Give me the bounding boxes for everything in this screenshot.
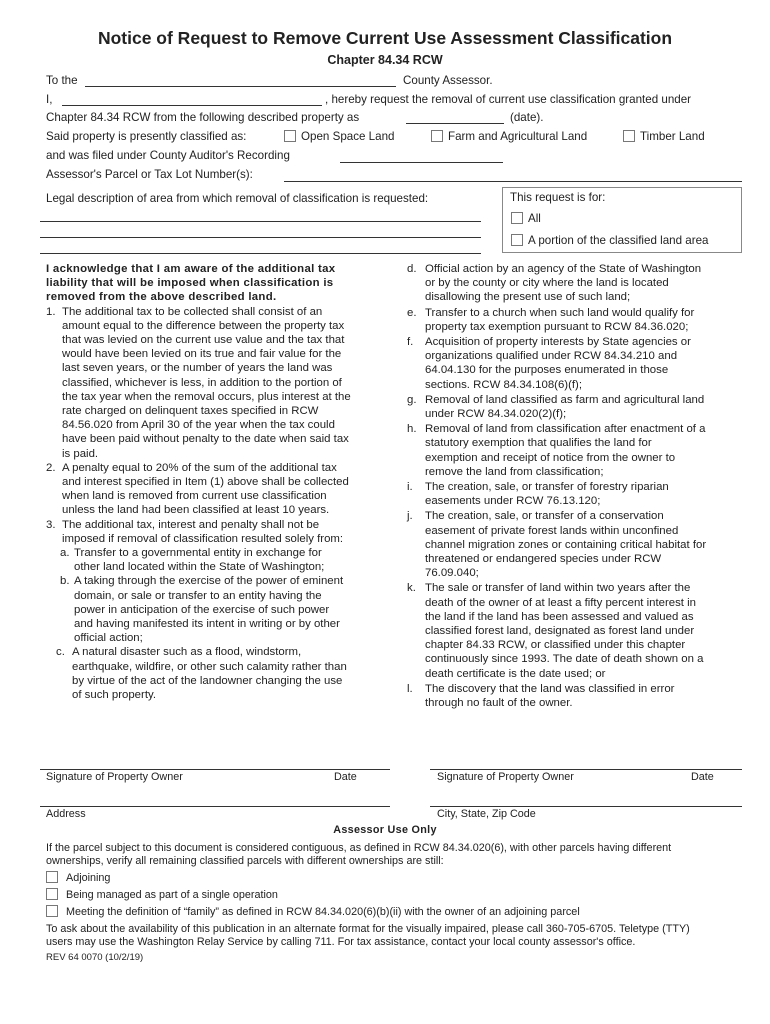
item-line: through no fault of the owner.: [425, 697, 573, 710]
item-line: death certificate is the date used; or: [425, 667, 606, 680]
item-label: 3.: [46, 518, 56, 531]
item-line: The discovery that the land was classified in error: [425, 682, 675, 695]
single-operation-checkbox[interactable]: [46, 888, 58, 900]
portion-checkbox[interactable]: [511, 234, 523, 246]
item-label: c.: [56, 646, 65, 659]
item-line: 64.04.130 for the purposes enumerated in those: [425, 364, 669, 377]
said-property-text: Said property is presently classified as:: [46, 130, 247, 143]
item-3: [46, 518, 391, 546]
filed-under-text: and was filed under County Auditor's Recording: [46, 149, 290, 162]
item-line: the land if the land has been assessed and valued as: [425, 610, 694, 623]
page-subtitle: Chapter 84.34 RCW: [327, 53, 443, 67]
signature-label-1: Signature of Property Owner: [46, 771, 183, 783]
item-label: a.: [60, 547, 70, 560]
timber-checkbox[interactable]: [623, 130, 635, 142]
legal-description-line-2[interactable]: [40, 237, 481, 238]
parcel-field[interactable]: [284, 181, 742, 182]
farm-checkbox[interactable]: [431, 130, 443, 142]
item-line: other land located within the State of Washington;: [74, 561, 325, 574]
farm-label: Farm and Agricultural Land: [448, 130, 588, 143]
signature-label-2: Signature of Property Owner: [437, 771, 574, 783]
item-h: [407, 422, 747, 479]
item-2: [46, 461, 391, 518]
portion-label: A portion of the classified land area: [528, 234, 709, 247]
item-line: amount equal to the difference between the property tax: [62, 319, 345, 332]
item-label: f.: [407, 336, 414, 349]
item-line: Transfer to a church when such land would qualify for: [425, 306, 695, 319]
item-3c: [46, 645, 391, 702]
item-line: The additional tax to be collected shall consist of an: [62, 305, 323, 318]
item-line: rate charged on delinquent taxes specified in RCW: [62, 405, 319, 418]
item-line: would have been levied on its true and fair value for the: [62, 348, 342, 361]
item-line: when land is removed from current use classification: [62, 490, 327, 503]
legal-description-line-1[interactable]: [40, 221, 481, 222]
item-label: 2.: [46, 461, 56, 474]
item-line: exemption and receipt of notice from the owner to: [425, 451, 676, 464]
item-line: 84.56.020 from April 30 of the year when the tax could: [62, 419, 335, 432]
signature-line-1[interactable]: [40, 769, 390, 770]
item-line: under RCW 84.34.020(2)(f);: [425, 408, 567, 421]
item-line: classified forest land, designated as forest land under: [425, 625, 695, 638]
family-label: Meeting the definition of “family” as defined in RCW 84.34.020(6)(b)(ii) with the owner of an adjoining parcel: [66, 906, 580, 918]
assessor-title: Assessor Use Only: [333, 824, 437, 836]
item-line: remove the land from classification;: [425, 465, 604, 478]
item-i: [407, 480, 747, 508]
item-label: e.: [407, 306, 417, 319]
parcel-label: Assessor's Parcel or Tax Lot Number(s):: [46, 168, 253, 181]
form-id: REV 64 0070 (10/2/19): [46, 952, 144, 963]
item-label: b.: [60, 575, 70, 588]
item-line: easement of private forest lands within unconfined: [425, 524, 679, 537]
item-1: [46, 305, 391, 461]
item-label: g.: [407, 393, 417, 406]
left-column: [46, 262, 391, 702]
item-line: by virtue of the act of the landowner changing the use: [72, 674, 343, 687]
date-field[interactable]: [406, 123, 504, 124]
single-operation-label: Being managed as part of a single operation: [66, 889, 278, 901]
item-line: of such property.: [72, 689, 156, 702]
timber-label: Timber Land: [640, 130, 705, 143]
item-line: channel migration zones or containing critical habitat for: [425, 538, 707, 551]
item-j: [407, 509, 747, 580]
item-e: [407, 306, 747, 334]
city-label: City, State, Zip Code: [437, 808, 536, 820]
item-line: classified, whichever is less, in addition to the portion of: [62, 376, 342, 389]
item-line: A taking through the exercise of the power of eminent: [74, 575, 344, 588]
item-line: have been paid without penalty to the date when said tax: [62, 433, 349, 446]
county-assessor-label: County Assessor.: [403, 74, 493, 87]
assessor-intro-line: If the parcel subject to this document is considered contiguous, as defined in RCW 84.34.020(6), with other parcels having different: [46, 842, 672, 854]
item-line: Removal of land from classification after enactment of a: [425, 423, 706, 436]
item-line: The sale or transfer of land within two years after the: [425, 582, 691, 595]
item-label: l.: [407, 682, 413, 695]
county-field[interactable]: [85, 86, 396, 87]
i-label: I,: [46, 93, 53, 106]
date-label-2: Date: [691, 771, 714, 783]
item-line: The creation, sale, or transfer of a conservation: [425, 510, 664, 523]
date-label: (date).: [510, 111, 544, 124]
item-label: h.: [407, 423, 417, 436]
signature-line-2[interactable]: [430, 769, 742, 770]
item-line: official action;: [74, 632, 143, 645]
footer-line: users may use the Washington Relay Service by calling 711. For tax assistance, contact your local county assessor's office.: [46, 936, 636, 948]
all-label: All: [528, 212, 541, 225]
item-line: The additional tax, interest and penalty shall not be: [62, 518, 320, 531]
all-checkbox[interactable]: [511, 212, 523, 224]
city-line[interactable]: [430, 806, 742, 807]
hereby-request-text: , hereby request the removal of current use classification granted under: [325, 93, 692, 106]
item-k: [407, 581, 747, 680]
item-d: [407, 262, 747, 305]
item-line: organizations qualified under RCW 84.34.210 and: [425, 350, 678, 363]
item-line: and having manifested its intent in writing or by other: [74, 618, 340, 631]
item-line: Removal of land classified as farm and agricultural land: [425, 393, 705, 406]
item-3a: [46, 546, 391, 574]
item-line: easements under RCW 76.13.120;: [425, 495, 601, 508]
item-line: chapter 84.33 RCW, or classified under this chapter: [425, 639, 686, 652]
chapter-line-text: Chapter 84.34 RCW from the following described property as: [46, 111, 360, 124]
item-line: earthquake, wildfire, or other such calamity rather than: [72, 660, 347, 673]
item-line: Transfer to a governmental entity in exchange for: [74, 547, 322, 560]
recording-field[interactable]: [340, 162, 503, 163]
open-space-label: Open Space Land: [301, 130, 395, 143]
adjoining-label: Adjoining: [66, 872, 111, 884]
footer-line: To ask about the availability of this publication in an alternate format for the visually impaired, please call 360-705-6705. Teletype (TTY): [46, 923, 690, 935]
item-line: imposed if removal of classification resulted solely from:: [62, 532, 344, 545]
item-label: i.: [407, 481, 413, 494]
family-checkbox[interactable]: [46, 905, 58, 917]
item-f: [407, 335, 747, 392]
acknowledge-line: removed from the above described land.: [46, 291, 277, 304]
acknowledge-line: I acknowledge that I am aware of the additional tax: [46, 263, 336, 275]
item-line: A natural disaster such as a flood, windstorm,: [72, 646, 302, 659]
item-line: A penalty equal to 20% of the sum of the additional tax: [62, 461, 337, 474]
item-line: continuously since 1993. The date of death shown on a: [425, 653, 704, 666]
item-line: is paid.: [62, 447, 99, 460]
right-column: [407, 262, 747, 710]
adjoining-checkbox[interactable]: [46, 871, 58, 883]
item-line: 76.09.040;: [425, 567, 479, 580]
assessor-intro-line: ownerships, verify all remaining classified parcels with different ownerships are still:: [46, 855, 444, 867]
request-box-title: This request is for:: [510, 191, 606, 204]
item-line: last seven years, or the number of years the land was: [62, 362, 333, 375]
page-title: Notice of Request to Remove Current Use Assessment Classification: [97, 28, 673, 48]
item-l: [407, 682, 747, 710]
item-line: threatened or endangered species under RCW: [425, 553, 662, 566]
item-label: j.: [407, 510, 413, 523]
item-line: property tax exemption pursuant to RCW 84.36.020;: [425, 320, 689, 333]
legal-description-line-3[interactable]: [40, 253, 481, 254]
item-line: Official action by an agency of the State of Washington: [425, 263, 702, 275]
address-label: Address: [46, 808, 86, 820]
item-label: k.: [407, 582, 416, 595]
item-line: the tax year when the removal occurs, plus interest at the: [62, 390, 351, 403]
item-line: disallowing the present use of such land;: [425, 291, 631, 304]
item-line: domain, or sale or transfer to an entity having the: [74, 589, 322, 602]
item-line: power in anticipation of the exercise of such power: [74, 603, 330, 616]
item-label: 1.: [46, 305, 56, 318]
acknowledge-line: liability that will be imposed when classification is: [46, 277, 334, 290]
owner-name-field[interactable]: [62, 105, 322, 106]
to-the-label: To the: [46, 74, 78, 87]
item-label: d.: [407, 263, 417, 275]
address-line[interactable]: [40, 806, 390, 807]
item-line: or by the county or city where the land is located: [425, 277, 669, 290]
item-line: sections. RCW 84.34.108(6)(f);: [425, 378, 582, 391]
item-line: The creation, sale, or transfer of forestry riparian: [425, 481, 669, 494]
item-line: death of the owner of at least a fifty percent interest in: [425, 596, 697, 609]
item-line: statutory exemption that qualifies the land for: [425, 437, 652, 450]
open-space-checkbox[interactable]: [284, 130, 296, 142]
item-g: [407, 393, 747, 421]
date-label-1: Date: [334, 771, 357, 783]
item-line: Acquisition of property interests by State agencies or: [425, 336, 691, 349]
item-3b: [46, 574, 391, 645]
item-line: and interest specified in Item (1) above shall be collected: [62, 476, 349, 489]
legal-description-label: Legal description of area from which removal of classification is requested:: [46, 192, 429, 205]
item-line: unless the land had been classified at least 10 years.: [62, 504, 330, 517]
item-line: that was levied on the current use value and the tax that: [62, 334, 345, 347]
